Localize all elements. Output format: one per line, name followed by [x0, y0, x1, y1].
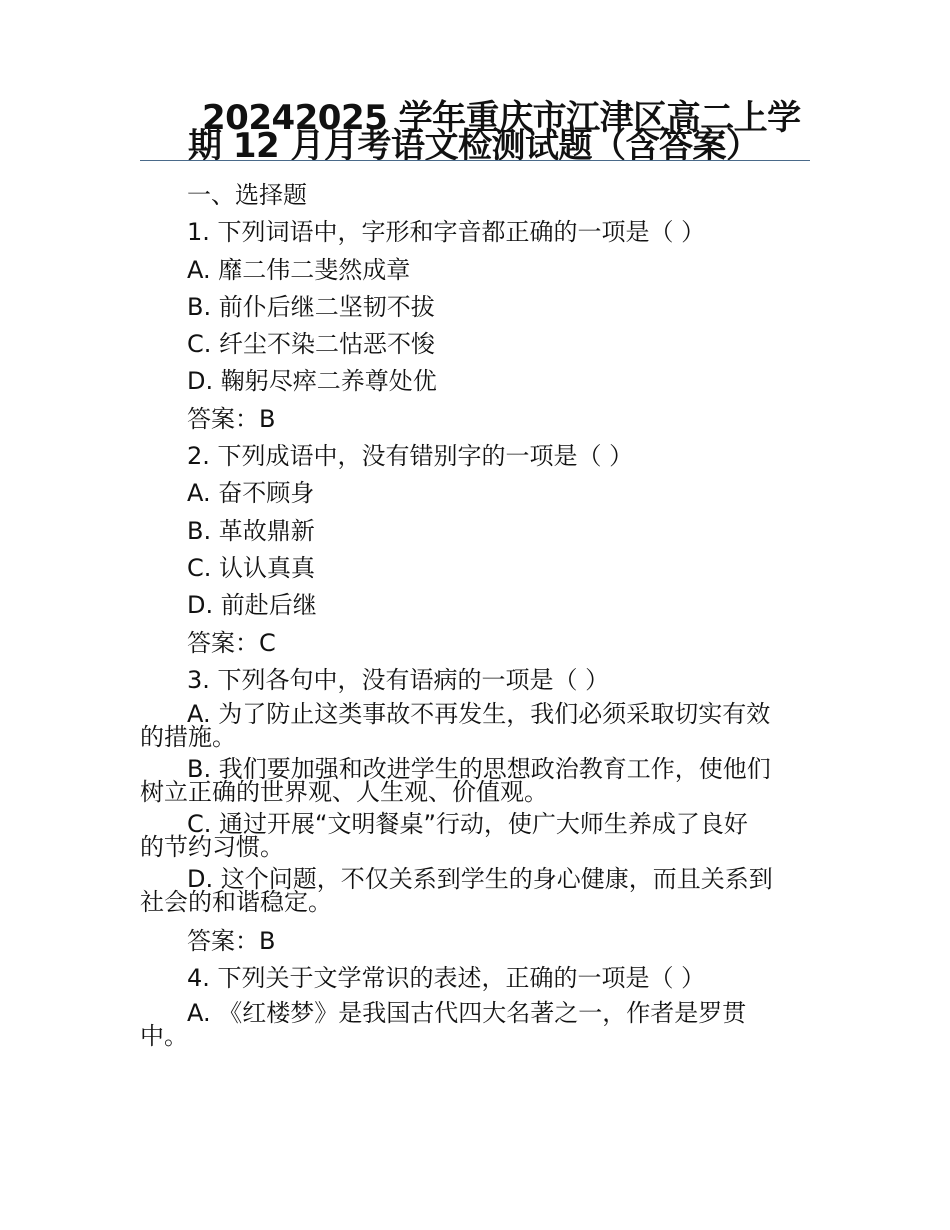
- option-line-continued: 中。: [140, 1021, 188, 1050]
- question-2-option-d: D. 前赴后继: [187, 591, 317, 620]
- option-line: D. 这个问题，不仅关系到学生的身心健康，而且关系到: [187, 865, 773, 894]
- question-3-option-c: [140, 810, 810, 862]
- question-1-answer: 答案：B: [187, 404, 276, 433]
- section-heading: 一、选择题: [187, 181, 307, 209]
- question-2-option-a: A. 奋不顾身: [187, 479, 315, 508]
- question-4-option-a: [140, 998, 810, 1050]
- question-2-option-c: C. 认认真真: [187, 553, 316, 582]
- option-line-continued: 的节约习惯。: [140, 833, 284, 862]
- question-1-option-a: A. 靡二伟二斐然成章: [187, 255, 411, 284]
- title-line-1: 20242025 学年重庆市江津区高二上学: [202, 98, 801, 138]
- question-3-option-d: [140, 865, 810, 917]
- question-1-stem: 1. 下列词语中，字形和字音都正确的一项是（ ）: [187, 218, 706, 247]
- question-3-option-a: [140, 700, 810, 752]
- question-3-option-b: [140, 755, 810, 807]
- question-1-option-d: D. 鞠躬尽瘁二养尊处优: [187, 367, 437, 396]
- question-2-stem: 2. 下列成语中，没有错别字的一项是（ ）: [187, 442, 634, 471]
- question-1-option-b: B. 前仆后继二坚韧不拔: [187, 292, 435, 321]
- question-1-option-c: C. 纤尘不染二怙恶不悛: [187, 330, 436, 359]
- question-4-stem: 4. 下列关于文学常识的表述，正确的一项是（ ）: [187, 964, 706, 993]
- question-3-stem: 3. 下列各句中，没有语病的一项是（ ）: [187, 665, 610, 694]
- option-line: A. 为了防止这类事故不再发生，我们必须采取切实有效: [187, 700, 771, 729]
- title-underline: [140, 160, 810, 161]
- question-3-answer: 答案：B: [187, 927, 276, 956]
- option-line: A. 《红楼梦》是我国古代四大名著之一，作者是罗贯: [187, 998, 747, 1027]
- title-line-2: 期 12 月月考语文检测试题（含答案）: [188, 126, 760, 166]
- option-line-continued: 树立正确的世界观、人生观、价值观。: [140, 778, 548, 807]
- option-line-continued: 社会的和谐稳定。: [140, 888, 332, 917]
- document-title: [140, 98, 810, 166]
- option-line: B. 我们要加强和改进学生的思想政治教育工作，使他们: [187, 755, 771, 784]
- document-body: [140, 177, 810, 1057]
- option-line: C. 通过开展“文明餐桌”行动，使广大师生养成了良好: [187, 810, 748, 839]
- question-2-answer: 答案：C: [187, 628, 276, 657]
- question-2-option-b: B. 革故鼎新: [187, 516, 315, 545]
- option-line-continued: 的措施。: [140, 723, 236, 752]
